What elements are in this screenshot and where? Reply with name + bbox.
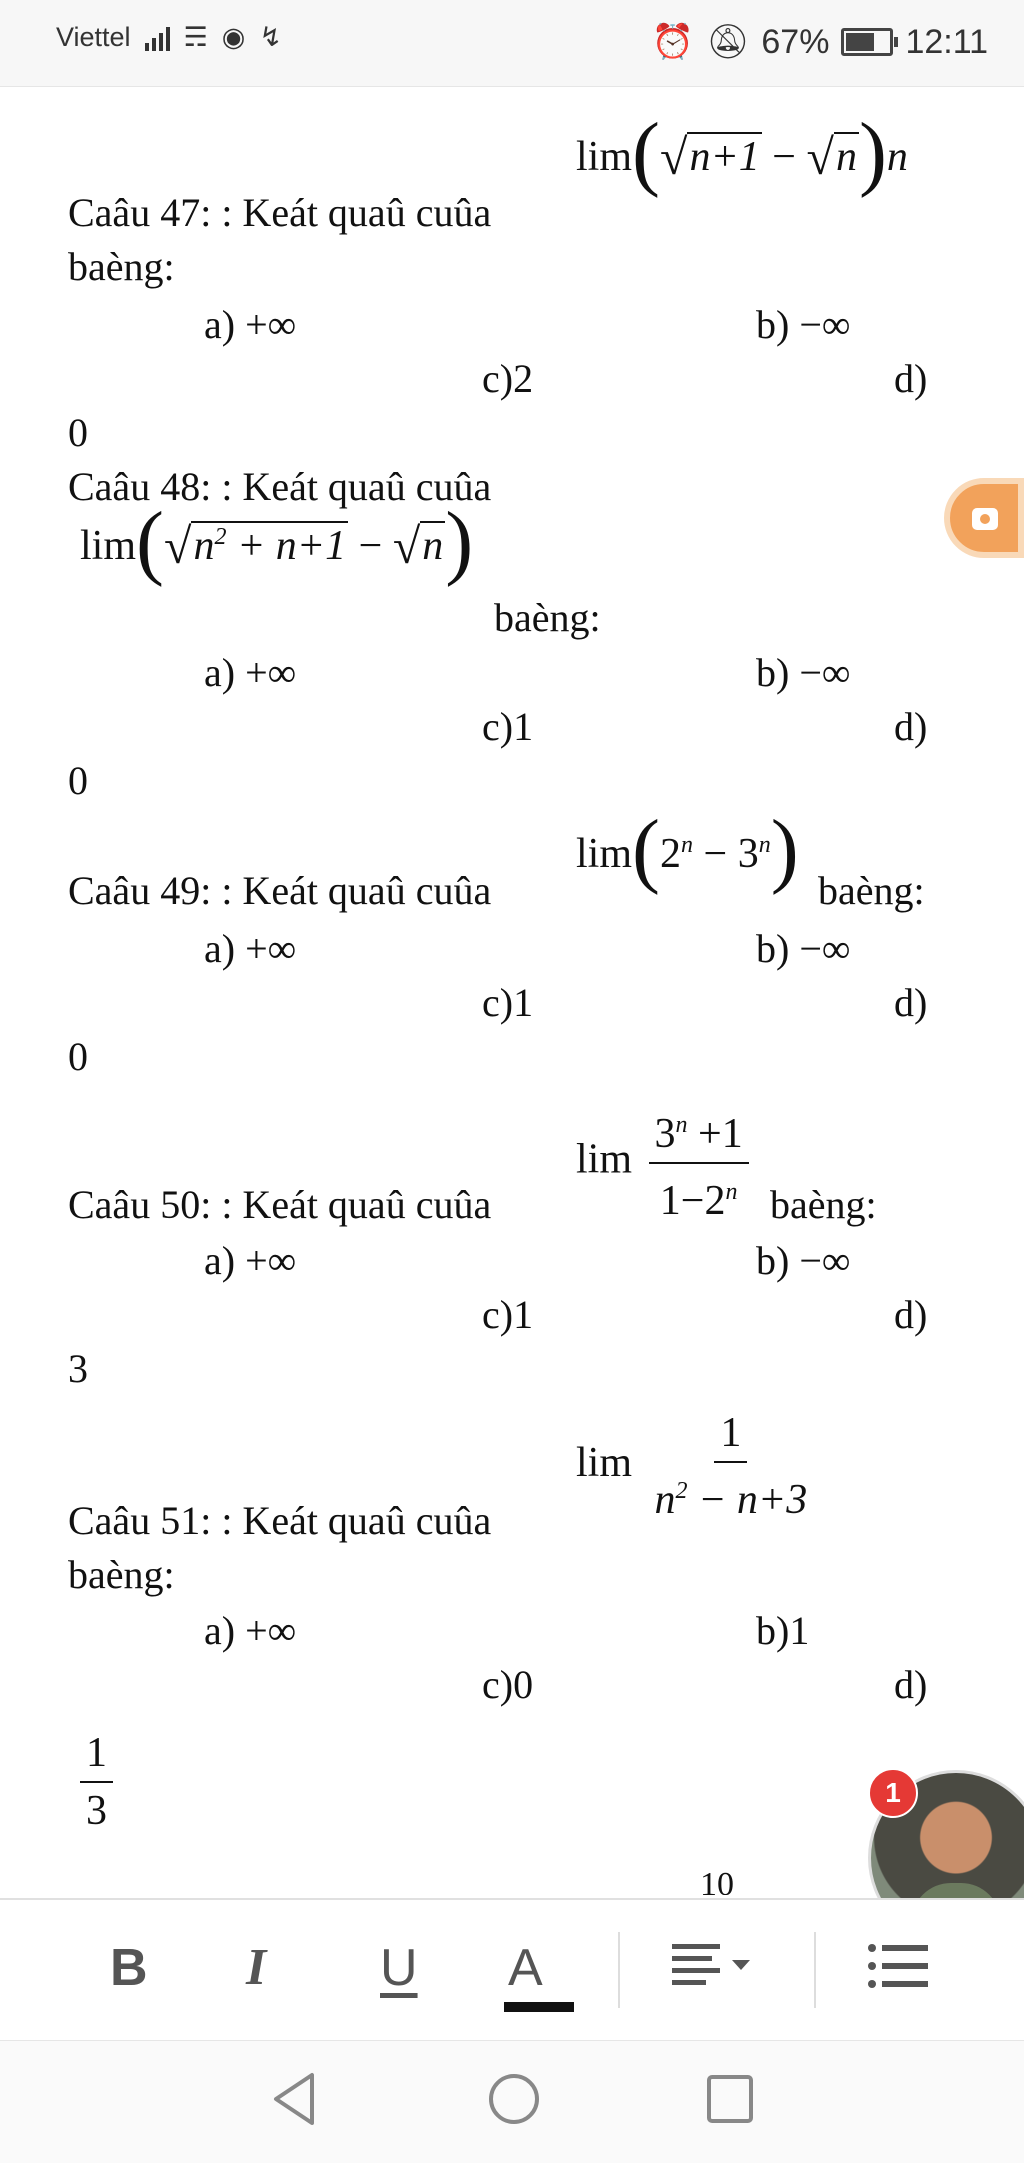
screen-record-button[interactable] (944, 478, 1024, 558)
wifi-icon: ☴ (183, 22, 208, 52)
toolbar-divider-2 (814, 1932, 816, 2008)
q51-option-c[interactable]: c)0 (482, 1662, 534, 1707)
recents-icon[interactable] (704, 2071, 756, 2127)
q47-answer-word: baèng: (68, 244, 175, 289)
q51-option-a[interactable]: a) +∞ (204, 1608, 297, 1653)
q50-option-d-value: 3 (68, 1346, 88, 1391)
q48-option-a[interactable]: a) +∞ (204, 650, 297, 695)
q49-option-d[interactable]: d) (894, 980, 928, 1025)
toolbar-divider (618, 1932, 620, 2008)
q47-option-a[interactable]: a) +∞ (204, 302, 297, 347)
bold-button[interactable]: B (110, 1939, 148, 1997)
q51-option-d-value: $\frac{1}{3}$ (80, 1727, 113, 1837)
q51-formula: lim $\frac{1}{n^2 - n+3}$ (576, 1407, 813, 1526)
q47-option-d-value: 0 (68, 410, 88, 455)
clock: 12:11 (905, 22, 988, 61)
battery-icon (841, 28, 893, 56)
align-left-icon (670, 1938, 760, 1998)
q49-option-a[interactable]: a) +∞ (204, 926, 297, 971)
q51-answer-word: baèng: (68, 1552, 175, 1597)
q47-stem: Caâu 47: : Keát quaû cuûa (68, 190, 492, 235)
q50-stem: Caâu 50: : Keát quaû cuûa (68, 1182, 492, 1227)
q51-option-d[interactable]: d) (894, 1662, 928, 1707)
q49-answer-word: baèng: (818, 868, 925, 913)
q49-option-b[interactable]: b) −∞ (756, 926, 851, 971)
q50-option-a[interactable]: a) +∞ (204, 1238, 297, 1283)
alarm-icon: ⏰ (651, 23, 695, 61)
back-icon[interactable] (270, 2071, 320, 2127)
text-color-button[interactable] (508, 1938, 543, 1998)
underline-button[interactable]: U (380, 1939, 418, 1997)
home-icon[interactable] (486, 2071, 542, 2127)
q47-option-b[interactable]: b) −∞ (756, 302, 851, 347)
bullet-list-button[interactable] (866, 1938, 930, 2011)
eye-icon: ◉ (221, 22, 246, 52)
status-left (56, 22, 282, 53)
carrier-name: Viettel (56, 22, 131, 52)
mute-icon: 🔕︎ (706, 23, 750, 61)
q47-formula: lim(√n+1 − √n)n (576, 106, 908, 199)
text-color-label: A (508, 1939, 543, 1997)
status-right (652, 22, 988, 62)
q50-option-c[interactable]: c)1 (482, 1292, 534, 1337)
signal-icon (145, 25, 170, 51)
q50-option-d[interactable]: d) (894, 1292, 928, 1337)
q48-option-d[interactable]: d) (894, 704, 928, 749)
q51-option-b[interactable]: b)1 (756, 1608, 810, 1653)
format-toolbar (0, 1898, 1024, 2040)
notification-badge: 1 (868, 1768, 918, 1818)
text-color-swatch (504, 2002, 574, 2012)
q49-formula: $\lim(2^n - 3^n)$ (576, 803, 799, 896)
q50-formula: lim $\frac{3^n +1}{1-2^n}$ (576, 1099, 749, 1227)
q48-answer-word: baèng: (494, 595, 601, 640)
q48-formula: $\lim(√n^2 + n+1 - √n)$ (80, 495, 474, 588)
italic-button[interactable]: I (246, 1939, 267, 1996)
status-bar (0, 0, 1024, 87)
q47-option-d[interactable]: d) (894, 356, 928, 401)
q49-stem: Caâu 49: : Keát quaû cuûa (68, 868, 492, 913)
q51-stem: Caâu 51: : Keát quaû cuûa (68, 1498, 492, 1543)
system-nav-bar (0, 2040, 1024, 2163)
q48-option-d-value: 0 (68, 758, 88, 803)
messenger-icon: ↯ (259, 22, 282, 52)
align-button[interactable] (670, 1938, 760, 2011)
document-page[interactable] (0, 87, 1024, 1897)
q47-option-c[interactable]: c)2 (482, 356, 534, 401)
q48-stem: Caâu 48: : Keát quaû cuûa (68, 464, 492, 509)
q50-option-b[interactable]: b) −∞ (756, 1238, 851, 1283)
q48-option-c[interactable]: c)1 (482, 704, 534, 749)
q49-option-d-value: 0 (68, 1034, 88, 1079)
q48-option-b[interactable]: b) −∞ (756, 650, 851, 695)
page-number: 10 (700, 1866, 734, 1895)
video-camera-icon (972, 508, 998, 530)
q49-option-c[interactable]: c)1 (482, 980, 534, 1025)
battery-percent: 67% (761, 22, 830, 61)
bullet-list-icon (866, 1938, 930, 1998)
q50-answer-word: baèng: (770, 1182, 877, 1227)
